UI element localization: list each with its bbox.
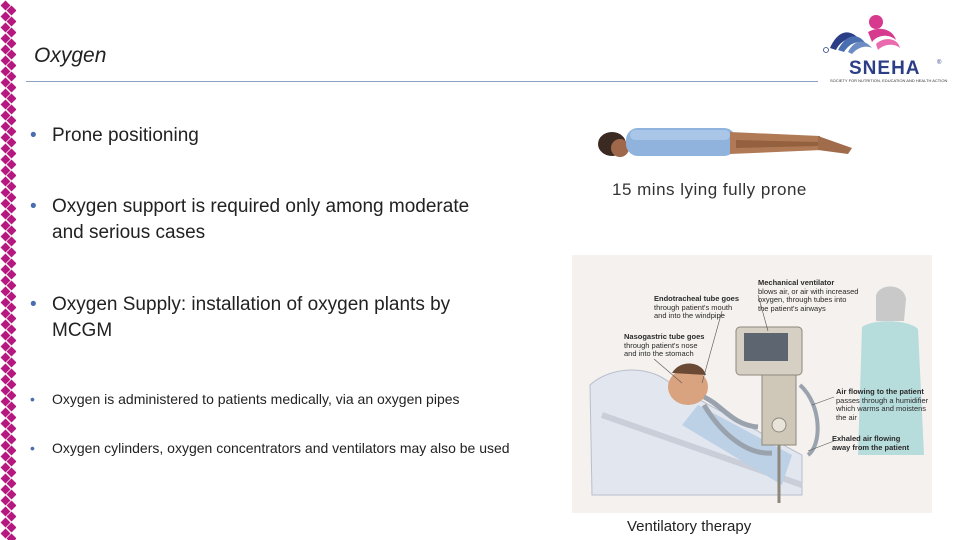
label-exhaled-line2: away from the patient xyxy=(832,442,910,452)
bullet-oxygen-support xyxy=(30,194,470,246)
logo-emblem-icon xyxy=(820,10,948,60)
label-air-flowing xyxy=(836,388,928,422)
label-exhaled-air xyxy=(832,435,909,452)
bullet-dot: • xyxy=(30,125,37,146)
bullet-text: Prone positioning xyxy=(52,125,199,146)
label-endotracheal-line1: Endotracheal tube goes xyxy=(654,294,740,303)
decorative-diamond-border xyxy=(0,0,16,540)
logo-tagline: SOCIETY FOR NUTRITION, EDUCATION AND HEALTH ACTION xyxy=(830,78,948,83)
bullet-oxygen-supply xyxy=(30,292,510,344)
bullet-dot: • xyxy=(30,440,35,456)
bullet-text: Oxygen Supply: installation of oxygen plants by MCGM xyxy=(52,294,451,341)
label-exhaled-line1: Exhaled air flowing xyxy=(832,434,901,443)
logo-registered-mark: ® xyxy=(937,60,942,66)
bullet-dot: • xyxy=(30,196,37,217)
bullet-prone xyxy=(30,123,550,149)
label-air-flowing-line2: passes through a humidifier xyxy=(836,395,929,405)
bullet-text: Oxygen cylinders, oxygen concentrators and ventilators may also be used xyxy=(52,440,510,456)
label-mechanical-line1: Mechanical ventilator xyxy=(758,278,835,287)
bullet-oxygen-devices xyxy=(30,439,510,458)
label-nasogastric-tube xyxy=(624,333,704,359)
label-mechanical-ventilator xyxy=(758,279,858,313)
bullet-dot: • xyxy=(30,294,37,315)
label-nasogastric-line3: and into the stomach xyxy=(624,349,694,358)
label-endotracheal-line3: and into the windpipe xyxy=(654,311,725,320)
label-endotracheal-tube xyxy=(654,295,739,321)
label-air-flowing-line1: Air flowing to the patient xyxy=(836,387,924,396)
label-mechanical-line2: blows air, or air with increased xyxy=(758,286,859,296)
prone-caption: 15 mins lying fully prone xyxy=(612,180,807,199)
ventilator-illustration xyxy=(572,255,932,513)
bullet-text: Oxygen support is required only among moderate and serious cases xyxy=(52,196,470,243)
bullet-text: Oxygen is administered to patients medically, via an oxygen pipes xyxy=(52,391,460,407)
slide-title: Oxygen xyxy=(34,44,107,67)
label-air-flowing-line4: the air xyxy=(836,412,857,422)
bullet-oxygen-administered xyxy=(30,390,510,409)
label-air-flowing-line3: which warms and moistens xyxy=(836,404,927,413)
title-divider xyxy=(26,81,818,82)
ventilator-caption: Ventilatory therapy xyxy=(627,518,752,535)
logo-wordmark: SNEHA xyxy=(849,58,921,79)
ventilator-scene xyxy=(572,255,932,513)
bullet-dot: • xyxy=(30,391,35,407)
label-mechanical-line4: the patient's airways xyxy=(758,303,826,313)
label-nasogastric-line1: Nasogastric tube goes xyxy=(624,332,705,341)
label-mechanical-line3: oxygen, through tubes into xyxy=(758,295,847,304)
prone-position-illustration xyxy=(590,118,860,170)
label-endotracheal-line2: through patient's mouth xyxy=(654,302,733,312)
label-nasogastric-line2: through patient's nose xyxy=(624,340,698,350)
